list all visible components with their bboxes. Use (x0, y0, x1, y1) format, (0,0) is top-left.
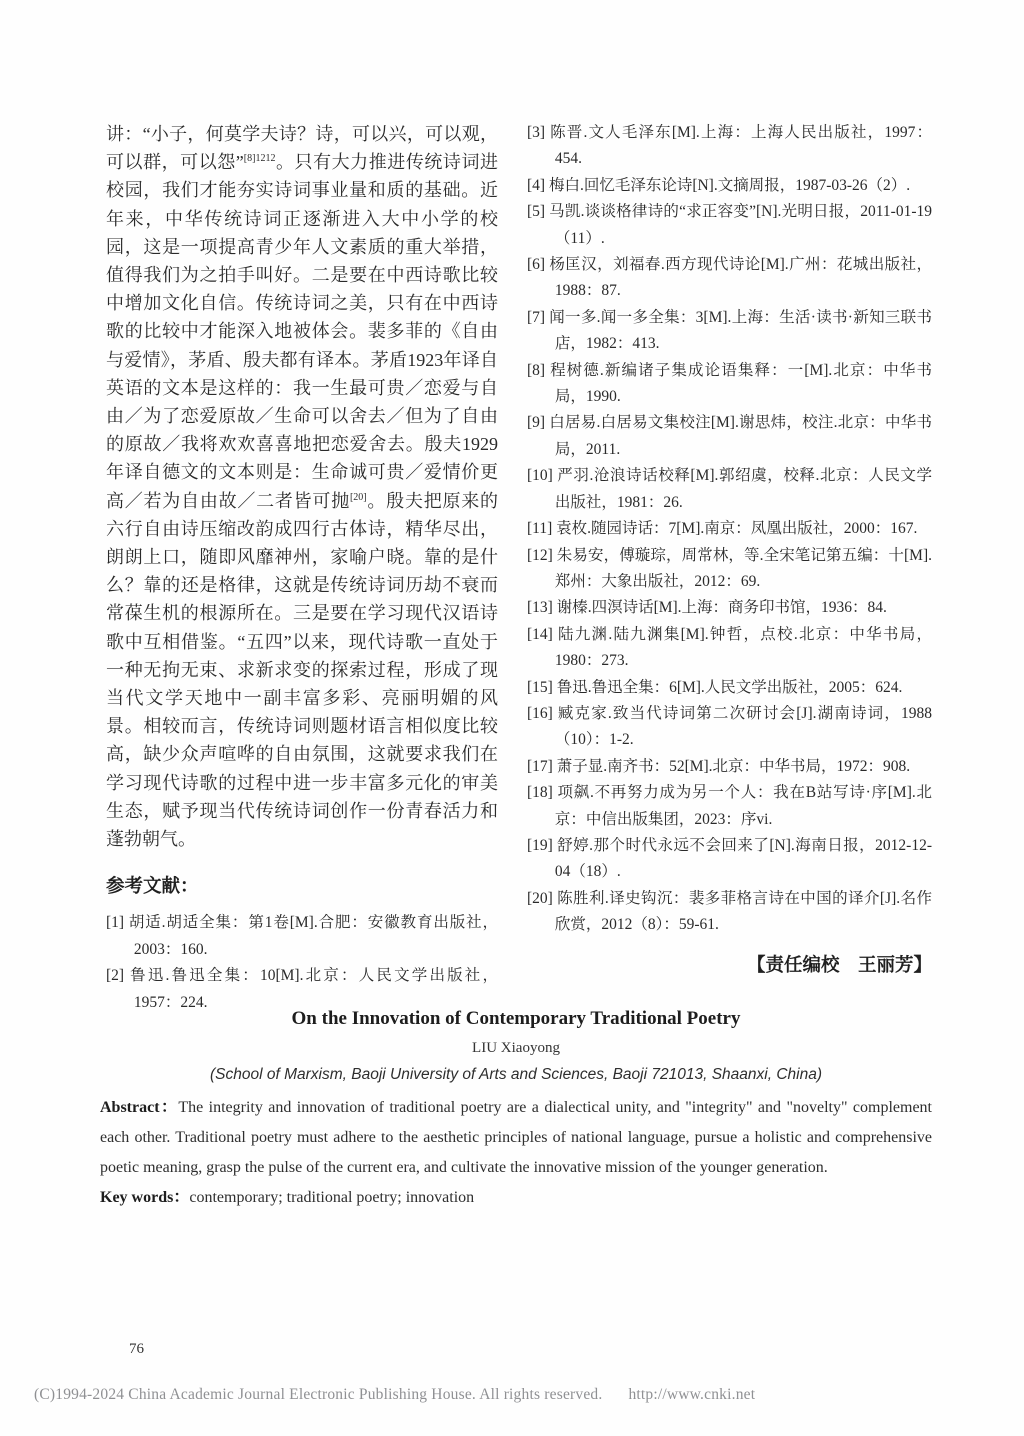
reference-item: [14] 陆九渊.陆九渊集[M].钟哲，点校.北京：中华书局，1980：273. (527, 625, 932, 670)
body-text: 。只有大力推进传统诗词进校园，我们才能夯实诗词事业量和质的基础。近年来，中华传统诗词正逐渐进入大中小学的校园，这是一项提高青少年人文素质的重大举措，值得我们为之拍手叫好。二是要在中西诗歌比较中增加文化自信。传统诗词之美，只有在中西诗歌的比较中才能深入地被体会。裴多菲的《自由与爱情》，茅盾、殷夫都有译本。茅盾1923年译自英语的文本是这样的：我一生最可贵／恋爱与自由／为了恋爱原故／生命可以舍去／但为了自由的原故／我将欢欢喜喜地把恋爱舍去。殷夫1929年译自德文的文本则是：生命诚可贵／爱情价更高／若为自由故／二者皆可抛 (106, 152, 498, 511)
references-heading: 参考文献： (106, 875, 199, 897)
responsible-editor-note: 【责任编校 王丽芳】 (746, 953, 932, 975)
reference-item: [9] 白居易.白居易文集校注[M].谢思炜，校注.北京：中华书局，2011. (527, 414, 932, 458)
english-affiliation: (School of Marxism, Baoji University of Arts and Sciences, Baoji 721013, Shaanxi, China) (210, 1066, 822, 1083)
reference-item: [17] 萧子显.南齐书：52[M].北京：中华书局，1972：908. (527, 757, 911, 775)
citation-superscript: [8]1212 (243, 153, 276, 165)
abstract-text: The integrity and innovation of traditional poetry are a dialectical unity, and "integrity" and "novelty" complement each other. Traditional poetry must adhere to the aesthetic principles of national language, pursue a holistic and comprehensive poetic meaning, grasp the pulse of the current era, and cultivate the innovative mission of the younger generation. (100, 1099, 933, 1176)
right-column (527, 120, 932, 1016)
reference-item: [1] 胡适.胡适全集：第1卷[M].合肥：安徽教育出版社，2003：160. (106, 914, 498, 958)
keywords-label: Key words： (100, 1189, 190, 1206)
english-author: LIU Xiaoyong (472, 1040, 560, 1056)
reference-item: [19] 舒婷.那个时代永远不会回来了[N].海南日报，2012-12-04（18）. (527, 836, 932, 881)
reference-item: [15] 鲁迅.鲁迅全集：6[M].人民文学出版社，2005：624. (527, 678, 903, 696)
copyright-text: (C)1994-2024 China Academic Journal Electronic Publishing House. All rights reserved. (34, 1386, 603, 1403)
two-column-layout (106, 120, 932, 1016)
reference-item: [4] 梅白.回忆毛泽东论诗[N].文摘周报，1987-03-26（2）. (527, 176, 911, 194)
reference-item: [7] 闻一多.闻一多全集：3[M].上海：生活·读书·新知三联书店，1982：413. (527, 308, 932, 353)
reference-item: [2] 鲁迅.鲁迅全集：10[M].北京：人民文学出版社，1957：224. (106, 967, 498, 1011)
reference-item: [5] 马凯.谈谈格律诗的“求正容变”[N].光明日报，2011-01-19（11）. (527, 203, 932, 247)
footer-copyright-line (34, 1386, 994, 1404)
cnki-url: http://www.cnki.net (628, 1386, 756, 1403)
reference-item: [11] 袁枚.随园诗话：7[M].南京：凤凰出版社，2000：167. (527, 520, 918, 538)
reference-item: [20] 陈胜利.译史钩沉：裴多菲格言诗在中国的译介[J].名作欣赏，2012（8）：59-61. (527, 889, 932, 934)
body-text: 。殷夫把原来的六行自由诗压缩改韵成四行古体诗，精华尽出，朗朗上口，随即风靡神州，家喻户晓。靠的是什么？靠的还是格律，这就是传统诗词历劫不衰而常葆生机的根源所在。三是要在学习现代汉语诗歌中互相借鉴。“五四”以来，现代诗歌一直处于一种无拘无束、求新求变的探索过程，形成了现当代文学天地中一副丰富多彩、亮丽明媚的风景。相较而言，传统诗词则题材语言相似度比较高，缺少众声喧哗的自由氛围，这就要求我们在学习现代诗歌的过程中进一步丰富多元化的审美生态，赋予现当代传统诗词创作一份青春活力和蓬勃朝气。 (106, 490, 499, 850)
body-text: 讲：“小子，何莫学夫诗？诗，可以兴，可以观，可以群，可以怨” (106, 124, 498, 173)
keywords-text: contemporary; traditional poetry; innovation (189, 1189, 475, 1206)
english-keywords (100, 1183, 932, 1213)
page-number: 76 (129, 1341, 144, 1357)
reference-item: [10] 严羽.沧浪诗话校释[M].郭绍虞，校释.北京：人民文学出版社，1981：26. (527, 467, 932, 511)
citation-superscript: [20] (349, 491, 367, 503)
reference-item: [3] 陈晋.文人毛泽东[M].上海：上海人民出版社，1997：454. (527, 124, 932, 168)
abstract-label: Abstract： (100, 1099, 179, 1116)
english-title: On the Innovation of Contemporary Traditional Poetry (291, 1008, 741, 1029)
reference-item: [18] 项飙.不再努力成为另一个人：我在B站写诗·序[M].北京：中信出版集团，2023：序vi. (527, 784, 932, 828)
reference-item: [13] 谢榛.四溟诗话[M].上海：商务印书馆，1936：84. (527, 599, 887, 617)
english-abstract (100, 1093, 932, 1183)
reference-item: [12] 朱易安，傅璇琮，周常林，等.全宋笔记第五编：十[M].郑州：大象出版社，2012：69. (527, 546, 932, 590)
english-abstract-section (100, 1008, 932, 1213)
left-column (106, 120, 498, 1016)
page-content (106, 120, 932, 1016)
reference-item: [16] 臧克家.致当代诗词第二次研讨会[J].湖南诗词，1988（10）：1-2. (527, 704, 932, 749)
reference-item: [8] 程树德.新编诸子集成论语集释：一[M].北京：中华书局，1990. (527, 361, 932, 406)
body-paragraph (106, 120, 498, 853)
reference-item: [6] 杨匡汉，刘福春.西方现代诗论[M].广州：花城出版社，1988：87. (527, 256, 932, 300)
